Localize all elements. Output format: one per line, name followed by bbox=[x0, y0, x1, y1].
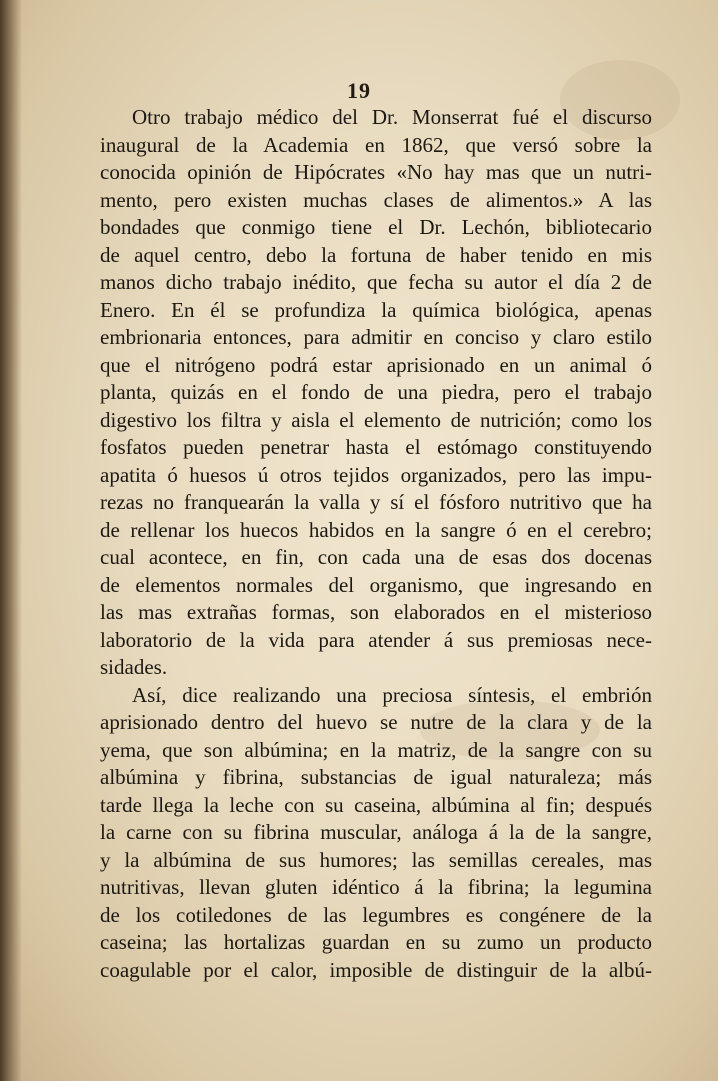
text-line: yema, que son albúmina; en la matriz, de la sangre con su bbox=[100, 737, 652, 762]
text-line: que el nitrógeno podrá estar aprisionado en un animal ó bbox=[100, 352, 652, 377]
text-line: coagulable por el calor, imposible de distinguir de la albú- bbox=[100, 957, 652, 982]
text-line: tarde llega la leche con su caseina, albúmina al fin; después bbox=[100, 792, 652, 817]
paragraph-1 bbox=[100, 104, 652, 682]
text-line: y la albúmina de sus humores; las semillas cereales, mas bbox=[100, 847, 652, 872]
text-line: digestivo los filtra y aisla el elemento de nutrición; como los bbox=[100, 407, 652, 432]
text-line: la carne con su fibrina muscular, análoga á la de la sangre, bbox=[100, 820, 652, 844]
text-line: conocida opinión de Hipócrates «No hay mas que un nutri- bbox=[100, 160, 652, 184]
text-line: rezas no franquearán la valla y sí el fósforo nutritivo que ha bbox=[100, 490, 652, 514]
text-line: albúmina y fibrina, substancias de igual naturaleza; más bbox=[100, 765, 652, 789]
text-line: sidades. bbox=[100, 655, 168, 679]
text-line: inaugural de la Academia en 1862, que versó sobre la bbox=[100, 132, 652, 157]
text-line: cual acontece, en fin, con cada una de esas dos docenas bbox=[100, 545, 652, 569]
body-text bbox=[100, 104, 652, 984]
text-line: de elementos normales del organismo, que ingresando en bbox=[100, 572, 652, 597]
text-line: apatita ó huesos ú otros tejidos organizados, pero las impu- bbox=[100, 462, 652, 487]
text-line: caseina; las hortalizas guardan en su zumo un producto bbox=[100, 930, 652, 954]
paragraph-2 bbox=[100, 682, 652, 985]
text-line: Enero. En él se profundiza la química biológica, apenas bbox=[100, 297, 652, 322]
text-line: fosfatos pueden penetrar hasta el estómago constituyendo bbox=[100, 435, 652, 459]
text-line: de rellenar los huecos habidos en la sangre ó en el cerebro; bbox=[100, 517, 652, 542]
text-line: las mas extrañas formas, son elaborados en el misterioso bbox=[100, 600, 652, 624]
text-line: de los cotiledones de las legumbres es congénere de la bbox=[100, 902, 652, 927]
spine-shadow bbox=[0, 0, 22, 1081]
text-line: de aquel centro, debo la fortuna de haber tenido en mis bbox=[100, 242, 652, 267]
text-line: planta, quizás en el fondo de una piedra, pero el trabajo bbox=[100, 380, 652, 404]
text-line: Otro trabajo médico del Dr. Monserrat fué el discurso bbox=[132, 105, 652, 129]
text-line: mento, pero existen muchas clases de alimentos.» A las bbox=[100, 187, 652, 212]
text-line: nutritivas, llevan gluten idéntico á la fibrina; la legumina bbox=[100, 875, 652, 899]
text-line: manos dicho trabajo inédito, que fecha su autor el día 2 de bbox=[100, 270, 652, 294]
text-line: embrionaria entonces, para admitir en conciso y claro estilo bbox=[100, 325, 652, 349]
page-number: 19 bbox=[347, 78, 371, 103]
text-line: bondades que conmigo tiene el Dr. Lechón, bibliotecario bbox=[100, 215, 652, 239]
text-line: Así, dice realizando una preciosa síntesis, el embrión bbox=[132, 682, 652, 707]
text-line: aprisionado dentro del huevo se nutre de la clara y de la bbox=[100, 710, 652, 734]
text-line: laboratorio de la vida para atender á sus premiosas nece- bbox=[100, 627, 652, 652]
